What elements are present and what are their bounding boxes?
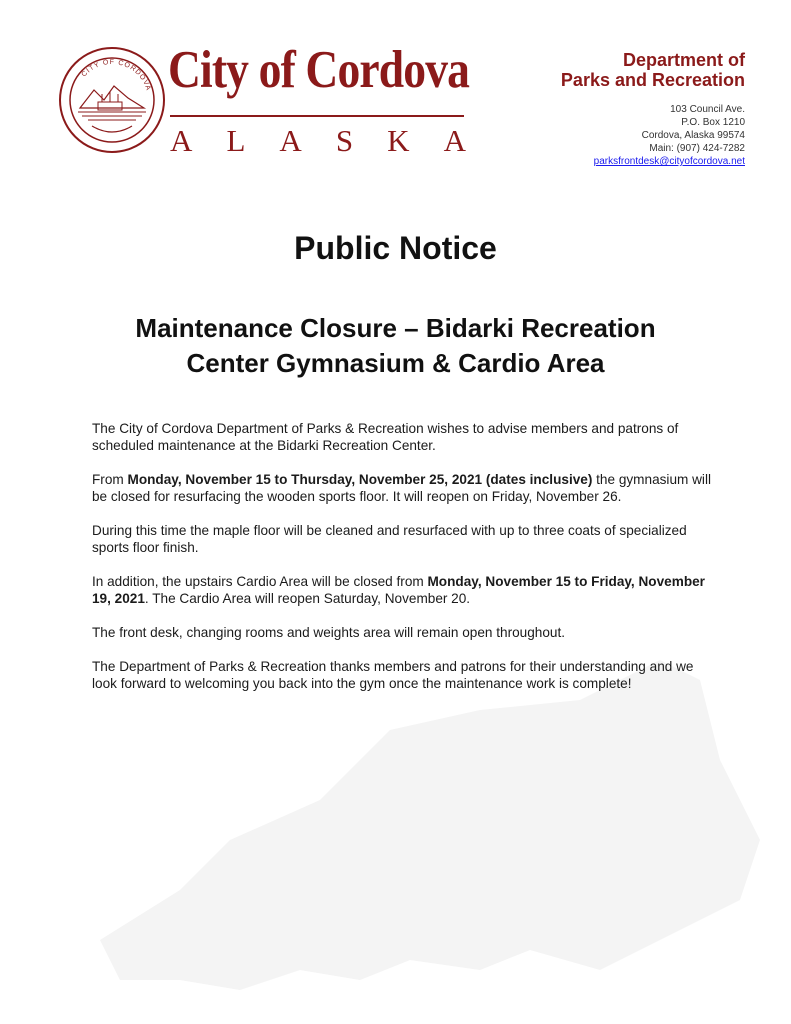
logo-letter: A [443, 123, 466, 158]
address-street: 103 Council Ave. [670, 104, 745, 115]
department-address [594, 103, 745, 168]
paragraph-thanks: The Department of Parks & Recreation thanks members and patrons for their understanding and we look forward to welcoming you back into the gym once the maintenance work is complete! [92, 659, 694, 691]
department-line-1: Department of [622, 50, 745, 70]
paragraph-intro: The City of Cordova Department of Parks & Recreation wishes to advise members and patrons of scheduled maintenance at the Bidarki Recreation Center. [92, 421, 679, 453]
logo-subtitle [170, 124, 466, 158]
paragraph-gym-closure [92, 471, 712, 505]
notice-title: Public Notice [294, 230, 497, 266]
logo-letter: K [387, 123, 410, 158]
logo-letter: S [335, 123, 354, 158]
address-po-box: P.O. Box 1210 [681, 117, 745, 128]
logo-title: City of Cordova [168, 41, 470, 99]
notice-subtitle [60, 311, 731, 381]
paragraph-floor: During this time the maple floor will be cleaned and resurfaced with up to three coats of specialized sports floor finish. [92, 523, 687, 555]
gym-closure-dates: Monday, November 15 to Thursday, November 25, 2021 (dates inclusive) [127, 472, 593, 487]
cardio-closure-dates: Monday, November 15 to Friday, November 19, 2021 [92, 574, 705, 606]
subtitle-line-1: Maintenance Closure – Bidarki Recreation [135, 313, 656, 343]
notice-body [92, 420, 712, 709]
subtitle-line-2: Center Gymnasium & Cardio Area [186, 348, 605, 378]
svg-text:CITY OF CORDOVA: CITY OF CORDOVA [80, 58, 152, 93]
logo-divider [170, 115, 464, 117]
paragraph-text: From [92, 472, 128, 487]
address-phone: Main: (907) 424-7282 [649, 143, 745, 154]
logo-letter: A [279, 123, 302, 158]
department-name [561, 50, 745, 90]
paragraph-text: the gymnasium will be closed for resurfacing the wooden sports floor. It will reopen on Friday, November 26. [92, 472, 711, 504]
paragraph-text: In addition, the upstairs Cardio Area will be closed from [92, 574, 428, 589]
paragraph-cardio-closure [92, 573, 712, 607]
department-line-2: Parks and Recreation [560, 70, 745, 90]
email-link[interactable]: parksfrontdesk@cityofcordova.net [593, 156, 745, 167]
city-seal-icon [58, 46, 166, 154]
logo-letter: L [226, 123, 246, 158]
logo-letter: A [170, 123, 193, 158]
paragraph-open-areas: The front desk, changing rooms and weights area will remain open throughout. [92, 625, 566, 640]
paragraph-text: . The Cardio Area will reopen Saturday, November 20. [144, 591, 471, 606]
address-city: Cordova, Alaska 99574 [641, 130, 745, 141]
